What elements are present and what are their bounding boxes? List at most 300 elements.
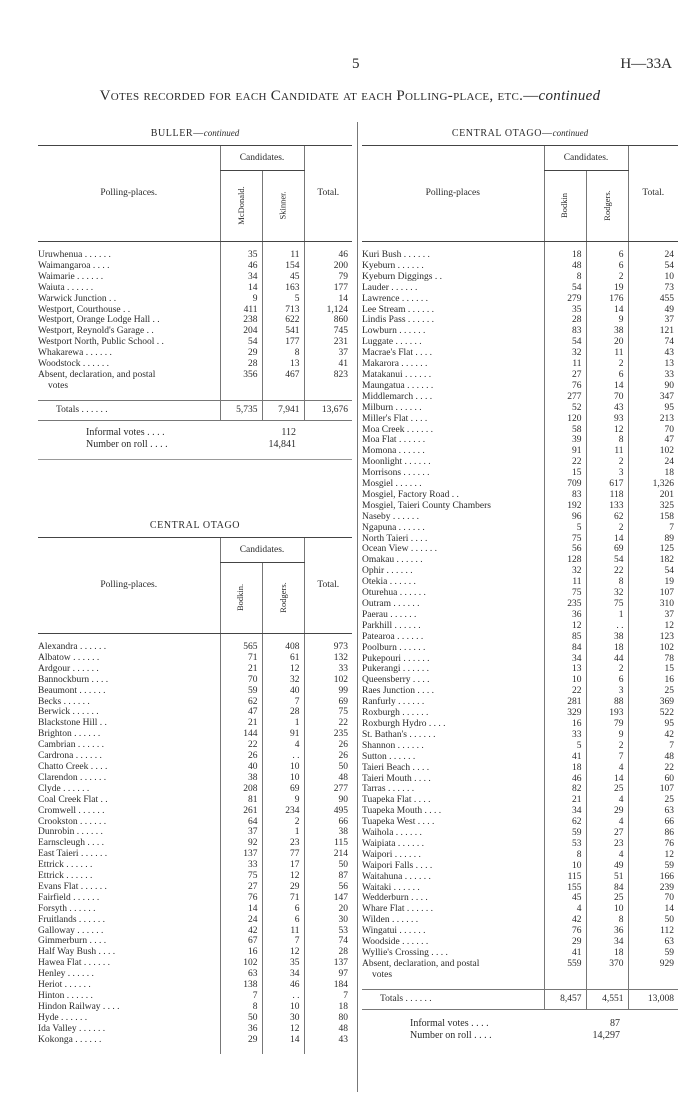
place-cell: Kyeburn Diggings . .: [362, 271, 442, 282]
table-row: [362, 774, 678, 785]
total-cell: 43: [304, 1035, 352, 1046]
place-cell: Westport, Courthouse . .: [38, 304, 131, 315]
total-cell: 66: [628, 817, 678, 828]
total-cell: 132: [304, 653, 352, 664]
cand1-cell: 52: [544, 403, 586, 414]
place-cell: Warwick Junction . .: [38, 293, 117, 304]
table-row: [38, 707, 352, 718]
cand2-cell: 12: [262, 664, 304, 675]
cand2-cell: 7: [262, 936, 304, 947]
total-cell: 182: [628, 555, 678, 566]
totals-value: 7,941: [262, 400, 304, 420]
cand2-cell: 62: [586, 512, 628, 523]
total-cell: 74: [628, 337, 678, 348]
table-row: [38, 315, 352, 326]
table-row: [362, 348, 678, 359]
place-cell: Oturehua . . . . . .: [362, 588, 426, 599]
table-row: [38, 893, 352, 904]
cand2-cell: 29: [586, 806, 628, 817]
place-cell: Lee Stream . . . . . .: [362, 304, 435, 315]
total-cell: 75: [304, 707, 352, 718]
total-cell: 369: [628, 697, 678, 708]
place-cell: Poolburn . . . . . .: [362, 642, 426, 653]
total-cell: 95: [628, 403, 678, 414]
place-cell: Maungatua . . . . . .: [362, 380, 434, 391]
total-cell: 50: [628, 915, 678, 926]
total-cell: 12: [628, 621, 678, 632]
central-right-title-continued: continued: [552, 128, 589, 138]
cand1-cell: 35: [544, 305, 586, 316]
cand2-cell: 2: [262, 817, 304, 828]
total-cell: 158: [628, 512, 678, 523]
place-cell: Whare Flat . . . . . .: [362, 904, 433, 915]
table-row: [362, 697, 678, 708]
table-row: [38, 337, 352, 348]
central-right-informal-label: Informal votes . . . .: [410, 1017, 489, 1029]
total-cell: [304, 381, 352, 392]
place-cell: Gimmerburn . . . .: [38, 936, 107, 947]
cand2-cell: 11: [586, 348, 628, 359]
table-row: [38, 664, 352, 675]
table-row: [38, 653, 352, 664]
place-cell: Alexandra . . . . . .: [38, 642, 107, 652]
place-cell: Ranfurly . . . . . .: [362, 697, 425, 708]
buller-extra: [38, 427, 352, 451]
table-row: [38, 958, 352, 969]
cand2-cell: 69: [586, 544, 628, 555]
place-cell: Parkhill . . . . . .: [362, 620, 421, 631]
total-cell: 42: [628, 730, 678, 741]
table-row: [362, 970, 678, 981]
total-cell: 47: [628, 435, 678, 446]
table-row: [362, 523, 678, 534]
cand2-cell: 70: [586, 392, 628, 403]
total-cell: 90: [628, 381, 678, 392]
place-cell: votes: [48, 380, 69, 391]
total-cell: 231: [304, 337, 352, 348]
cand1-cell: 102: [220, 958, 262, 969]
cand1-cell: 16: [544, 719, 586, 730]
cand1-cell: 8: [220, 1002, 262, 1013]
place-cell: Waihola . . . . . .: [362, 828, 422, 839]
cand2-cell: 25: [586, 893, 628, 904]
table-row: [362, 904, 678, 915]
cand1-cell: 11: [544, 359, 586, 370]
cand1-cell: 137: [220, 849, 262, 860]
total-cell: 30: [304, 915, 352, 926]
table-row: [362, 948, 678, 959]
total-cell: 18: [628, 468, 678, 479]
cand2-cell: 8: [586, 435, 628, 446]
cand2-cell: 54: [586, 555, 628, 566]
total-cell: 20: [304, 904, 352, 915]
total-cell: 37: [628, 315, 678, 326]
cand1-cell: 14: [220, 283, 262, 294]
table-row: [362, 326, 678, 337]
table-row: [38, 773, 352, 784]
cand1-cell: 138: [220, 980, 262, 991]
cand2-cell: 25: [586, 784, 628, 795]
buller-col-candidates: Candidates.: [220, 146, 304, 171]
cand1-cell: 18: [544, 250, 586, 261]
table-row: [362, 763, 678, 774]
cand1-cell: 329: [544, 708, 586, 719]
total-cell: 15: [628, 664, 678, 675]
place-cell: Lauder . . . . . .: [362, 282, 418, 293]
place-cell: Woodstock . . . . . .: [38, 359, 110, 370]
place-cell: Fairfield . . . . . .: [38, 892, 100, 903]
place-cell: Beaumont . . . . . .: [38, 685, 106, 696]
cand2-cell: 49: [586, 861, 628, 872]
page-number: 5: [352, 56, 360, 72]
cand2-cell: 2: [586, 272, 628, 283]
total-cell: 860: [304, 315, 352, 326]
cand2-cell: 35: [262, 958, 304, 969]
cand1-cell: 54: [544, 337, 586, 348]
cand2-cell: 2: [586, 457, 628, 468]
table-row: [362, 784, 678, 795]
table-row: [362, 621, 678, 632]
place-cell: Ocean View . . . . . .: [362, 544, 437, 555]
place-cell: Mosgiel, Factory Road . .: [362, 489, 459, 500]
total-cell: 69: [304, 697, 352, 708]
central-left-title: CENTRAL OTAGO: [149, 520, 241, 531]
cand1-cell: 29: [544, 937, 586, 948]
cand2-cell: 8: [586, 915, 628, 926]
cand2-cell: 6: [586, 370, 628, 381]
totals-label: Totals . . . . . .: [38, 400, 220, 420]
total-cell: 90: [304, 795, 352, 806]
place-cell: Hawea Flat . . . . . .: [38, 958, 111, 969]
total-cell: 48: [628, 752, 678, 763]
cand1-cell: 192: [544, 501, 586, 512]
cand1-cell: 48: [544, 261, 586, 272]
total-cell: 38: [304, 827, 352, 838]
cand2-cell: 29: [262, 882, 304, 893]
place-cell: Wedderburn . . . .: [362, 893, 428, 904]
table-row: [38, 947, 352, 958]
place-cell: Lowburn . . . . . .: [362, 326, 426, 337]
cand1-cell: 36: [220, 1024, 262, 1035]
cand1-cell: 5: [544, 741, 586, 752]
cand1-cell: 37: [220, 827, 262, 838]
total-cell: 26: [304, 740, 352, 751]
cand2-cell: 93: [586, 414, 628, 425]
cand2-cell: 14: [586, 534, 628, 545]
central-right-section: [362, 120, 678, 1042]
total-cell: 1,326: [628, 479, 678, 490]
cand1-cell: [220, 381, 262, 392]
place-cell: Dunrobin . . . . . .: [38, 827, 103, 838]
place-cell: Absent, declaration, and postal: [362, 958, 480, 969]
table-row: [362, 686, 678, 697]
cand1-cell: 42: [220, 926, 262, 937]
cand2-cell: 5: [262, 294, 304, 305]
cand2-cell: . .: [586, 621, 628, 632]
central-right-informal-value: 87: [610, 1017, 620, 1029]
place-cell: Morrisons . . . . . .: [362, 468, 430, 479]
place-cell: Moonlight . . . . . .: [362, 457, 431, 468]
place-cell: Kuri Bush . . . . . .: [362, 250, 430, 260]
cand2-cell: 38: [586, 326, 628, 337]
place-cell: Macrae's Flat . . . .: [362, 348, 433, 359]
table-row: [38, 294, 352, 305]
place-cell: Milburn . . . . . .: [362, 402, 422, 413]
cand2-cell: 14: [262, 1035, 304, 1046]
table-row: [362, 730, 678, 741]
place-cell: Earnscleugh . . . .: [38, 838, 104, 849]
total-cell: 86: [628, 828, 678, 839]
place-cell: Lawrence . . . . . .: [362, 293, 428, 304]
table-row: [362, 435, 678, 446]
total-cell: 277: [304, 784, 352, 795]
table-row: [362, 664, 678, 675]
cand1-cell: 128: [544, 555, 586, 566]
place-cell: Wyllie's Crossing . . . .: [362, 948, 448, 958]
place-cell: Coal Creek Flat . .: [38, 794, 108, 805]
table-row: [362, 719, 678, 730]
table-row: [362, 817, 678, 828]
place-cell: Miller's Flat . . . .: [362, 413, 428, 424]
table-row: [362, 294, 678, 305]
place-cell: Albatow . . . . . .: [38, 652, 100, 663]
place-cell: Matakanui . . . . . .: [362, 369, 432, 380]
place-cell: Ettrick . . . . . .: [38, 860, 93, 871]
central-right-title-text: CENTRAL OTAGO—: [451, 128, 553, 139]
cand2-cell: 12: [262, 947, 304, 958]
place-cell: Forsyth . . . . . .: [38, 903, 96, 914]
table-row: [38, 729, 352, 740]
total-cell: 66: [304, 817, 352, 828]
table-row: [362, 741, 678, 752]
place-cell: votes: [372, 969, 393, 980]
cand2-cell: 84: [586, 883, 628, 894]
cand2-cell: 4: [586, 817, 628, 828]
cand1-cell: 41: [544, 948, 586, 959]
total-cell: 97: [304, 969, 352, 980]
table-row: [362, 610, 678, 621]
cand2-cell: 234: [262, 806, 304, 817]
central-left-col-cand1: Bodkin.: [220, 563, 262, 634]
buller-roll-label: Number on roll . . . .: [86, 438, 168, 450]
table-row: [38, 718, 352, 729]
total-cell: 14: [304, 294, 352, 305]
table-row: [362, 425, 678, 436]
total-cell: 59: [628, 948, 678, 959]
cand1-cell: 41: [544, 752, 586, 763]
cand2-cell: 43: [586, 403, 628, 414]
place-cell: Pukepouri . . . . . .: [362, 653, 430, 664]
cand2-cell: 12: [586, 425, 628, 436]
cand1-cell: 36: [544, 610, 586, 621]
table-row: [38, 1035, 352, 1046]
table-row: [362, 915, 678, 926]
cand2-cell: 61: [262, 653, 304, 664]
place-cell: Moa Creek . . . . . .: [362, 424, 433, 435]
buller-roll-value: 14,841: [268, 438, 296, 450]
cand1-cell: 8: [544, 850, 586, 861]
cand1-cell: 34: [544, 806, 586, 817]
cand2-cell: 133: [586, 501, 628, 512]
place-cell: Hyde . . . . . .: [38, 1012, 88, 1023]
cand1-cell: 64: [220, 817, 262, 828]
cand1-cell: 96: [544, 512, 586, 523]
cand1-cell: 63: [220, 969, 262, 980]
place-cell: Henley . . . . . .: [38, 969, 94, 980]
table-row: [362, 381, 678, 392]
total-cell: 56: [304, 882, 352, 893]
cand1-cell: 33: [544, 730, 586, 741]
central-right-extra: [362, 1018, 678, 1042]
place-cell: Wingatui . . . . . .: [362, 926, 426, 937]
cand1-cell: 46: [220, 261, 262, 272]
cand1-cell: 709: [544, 479, 586, 490]
place-cell: Moa Flat . . . . . .: [362, 435, 426, 446]
total-cell: 112: [628, 926, 678, 937]
table-row: [362, 577, 678, 588]
cand2-cell: 22: [586, 566, 628, 577]
cand1-cell: 76: [544, 381, 586, 392]
cand1-cell: 10: [544, 675, 586, 686]
cand1-cell: 91: [544, 446, 586, 457]
table-row: [38, 642, 352, 653]
table-row: [38, 305, 352, 316]
total-cell: 25: [628, 795, 678, 806]
place-cell: Westport North, Public School . .: [38, 337, 164, 348]
central-right-body: [362, 242, 678, 1010]
cand2-cell: 4: [586, 763, 628, 774]
buller-title-text: BULLER—: [150, 128, 204, 139]
table-row: [362, 468, 678, 479]
total-cell: 95: [628, 719, 678, 730]
cand2-cell: 34: [586, 937, 628, 948]
cand1-cell: 27: [544, 370, 586, 381]
table-row: [38, 784, 352, 795]
total-cell: 745: [304, 326, 352, 337]
total-cell: 60: [628, 774, 678, 785]
cand2-cell: 18: [586, 948, 628, 959]
place-cell: Waimarie . . . . . .: [38, 271, 104, 282]
place-cell: Waimangaroa . . . .: [38, 260, 110, 271]
total-cell: 147: [304, 893, 352, 904]
total-cell: 310: [628, 599, 678, 610]
cand1-cell: 24: [220, 915, 262, 926]
cand2-cell: 44: [586, 654, 628, 665]
place-cell: Momona . . . . . .: [362, 446, 425, 457]
total-cell: 24: [628, 250, 678, 261]
cand2-cell: 541: [262, 326, 304, 337]
cand1-cell: 8: [544, 272, 586, 283]
central-right-title: [362, 120, 678, 145]
cand2-cell: [262, 381, 304, 392]
cand1-cell: 115: [544, 872, 586, 883]
total-cell: 973: [304, 642, 352, 653]
cand1-cell: 21: [220, 664, 262, 675]
cand1-cell: 29: [220, 348, 262, 359]
cand1-cell: 279: [544, 294, 586, 305]
place-cell: Berwick . . . . . .: [38, 707, 99, 718]
cand1-cell: [544, 970, 586, 981]
total-cell: 48: [304, 1024, 352, 1035]
table-row: [38, 326, 352, 337]
total-cell: 54: [628, 261, 678, 272]
place-cell: East Taieri . . . . . .: [38, 849, 108, 860]
cand2-cell: 51: [586, 872, 628, 883]
cand1-cell: 277: [544, 392, 586, 403]
place-cell: St. Bathan's . . . . . .: [362, 729, 436, 740]
total-cell: 89: [628, 534, 678, 545]
cand1-cell: 42: [544, 915, 586, 926]
table-row: [362, 359, 678, 370]
cand1-cell: 50: [220, 1013, 262, 1024]
table-row: [38, 838, 352, 849]
table-row: [38, 991, 352, 1002]
central-right-roll-value: 14,297: [592, 1029, 620, 1041]
totals-label: Totals . . . . . .: [362, 989, 544, 1009]
table-row: [362, 872, 678, 883]
place-cell: Tarras . . . . . .: [362, 784, 415, 795]
cand1-cell: 15: [544, 468, 586, 479]
central-right-col-total: Total.: [628, 146, 678, 242]
table-row: [362, 272, 678, 283]
cand1-cell: 34: [544, 654, 586, 665]
table-row: [38, 283, 352, 294]
total-cell: 22: [304, 718, 352, 729]
total-cell: 125: [628, 544, 678, 555]
cand2-cell: 11: [262, 250, 304, 261]
cand1-cell: 39: [544, 435, 586, 446]
cand2-cell: 9: [262, 795, 304, 806]
cand1-cell: 84: [544, 643, 586, 654]
place-cell: Whakarewa . . . . . .: [38, 348, 112, 359]
total-cell: 929: [628, 959, 678, 970]
table-row: [38, 795, 352, 806]
cand2-cell: 1: [262, 718, 304, 729]
place-cell: Waipori Falls . . . .: [362, 860, 433, 871]
place-cell: Lindis Pass . . . . . .: [362, 315, 435, 326]
total-cell: 455: [628, 294, 678, 305]
table-row: [38, 827, 352, 838]
cand2-cell: 69: [262, 784, 304, 795]
cand1-cell: 4: [544, 904, 586, 915]
place-cell: Clyde . . . . . .: [38, 783, 90, 794]
buller-col-cand2: Skinner.: [262, 171, 304, 242]
total-cell: 107: [628, 588, 678, 599]
cand2-cell: 19: [586, 283, 628, 294]
total-cell: 48: [304, 773, 352, 784]
totals-value: 8,457: [544, 989, 586, 1009]
cand2-cell: 1: [262, 827, 304, 838]
total-cell: 522: [628, 708, 678, 719]
table-row: [362, 305, 678, 316]
cand1-cell: 56: [544, 544, 586, 555]
cand1-cell: 204: [220, 326, 262, 337]
cand1-cell: 32: [544, 348, 586, 359]
cand2-cell: 46: [262, 980, 304, 991]
place-cell: Half Way Bush . . . .: [38, 947, 116, 958]
totals-row: [362, 989, 678, 1009]
cand2-cell: 14: [586, 305, 628, 316]
place-cell: Roxburgh . . . . . .: [362, 708, 429, 719]
place-cell: Outram . . . . . .: [362, 599, 420, 609]
cand2-cell: 30: [262, 1013, 304, 1024]
place-cell: Tuapeka Mouth . . . .: [362, 806, 442, 817]
total-cell: 201: [628, 490, 678, 501]
place-cell: Cambrian . . . . . .: [38, 740, 104, 751]
cand2-cell: 17: [262, 860, 304, 871]
table-row: [362, 446, 678, 457]
cand1-cell: 120: [544, 414, 586, 425]
